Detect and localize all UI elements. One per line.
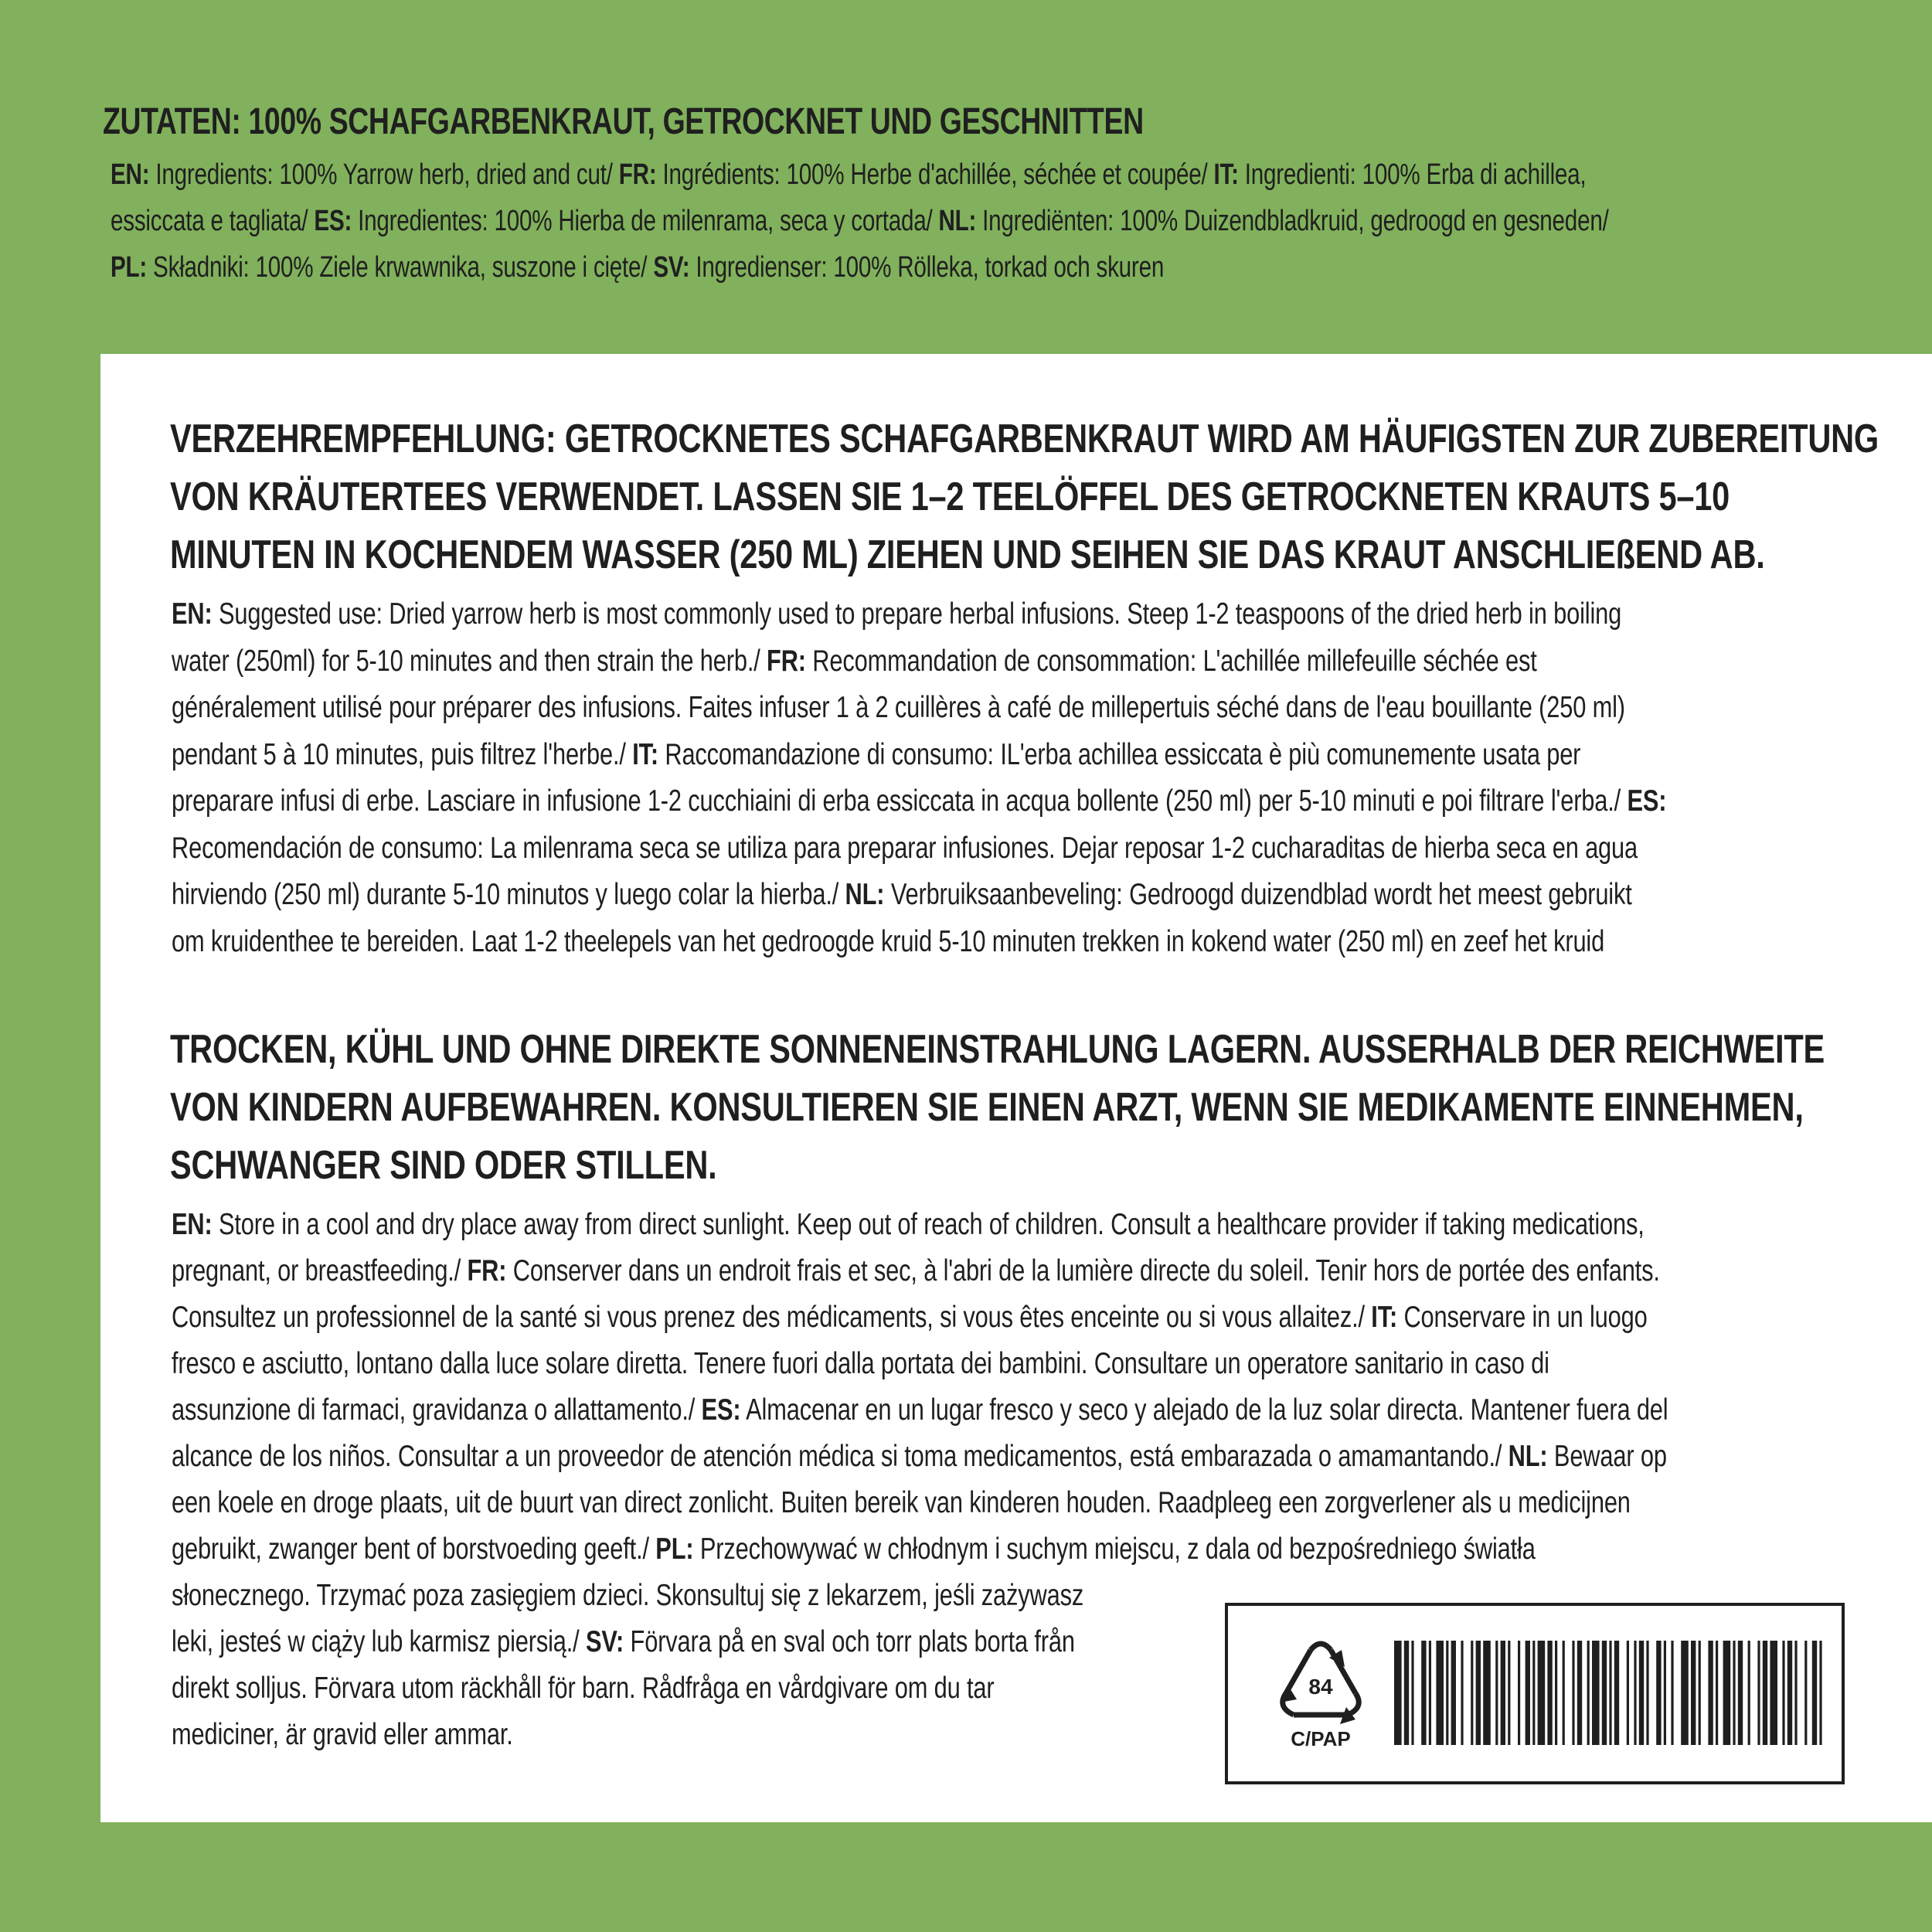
- language-code: ES:: [314, 205, 352, 237]
- barcode-bar: [1716, 1641, 1718, 1745]
- language-code: ES:: [1627, 784, 1667, 818]
- barcode-bar: [1782, 1641, 1784, 1745]
- storage-text-line: [172, 1393, 1668, 1427]
- barcode-bar: [1646, 1641, 1648, 1745]
- barcode-bar: [1555, 1641, 1557, 1745]
- line-text: Consultez un professionnel de la santé si vous prenez des médicaments, si vous êtes enceinte ou si vous allaitez./: [172, 1301, 1372, 1334]
- barcode-bar: [1538, 1641, 1546, 1745]
- storage-text-line: [172, 1208, 1645, 1242]
- storage-text-line: [172, 1579, 1083, 1613]
- barcode-bar: [1471, 1641, 1473, 1745]
- line-text: Verbruiksaanbeveling: Gedroogd duizendblad wordt het meest gebruikt: [884, 878, 1632, 911]
- barcode-bar: [1757, 1641, 1760, 1745]
- line-text: Przechowywać w chłodnym i suchym miejscu, z dala od bezpośredniego światła: [693, 1532, 1536, 1566]
- storage-heading-line: TROCKEN, KÜHL UND OHNE DIREKTE SONNENEINSTRAHLUNG LAGERN. AUSSERHALB DER REICHWEITE: [170, 1027, 1825, 1072]
- barcode-bar: [1602, 1641, 1607, 1745]
- line-text: Ingredients: 100% Yarrow herb, dried and cut/: [149, 158, 619, 191]
- barcode-bar: [1587, 1641, 1590, 1745]
- barcode-bar: [1436, 1641, 1444, 1745]
- line-text: water (250ml) for 5-10 minutes and then strain the herb./: [172, 644, 767, 678]
- barcode-bar: [1671, 1641, 1673, 1745]
- barcode-bar: [1770, 1641, 1777, 1745]
- line-text: Ingredienti: 100% Erba di achillea,: [1238, 158, 1587, 191]
- line-text: słonecznego. Trzymać poza zasięgiem dzieci. Skonsultuj się z lekarzem, jeśli zażywasz: [172, 1579, 1084, 1612]
- language-code: EN:: [172, 597, 213, 631]
- barcode-bar: [1526, 1641, 1530, 1745]
- line-text: leki, jesteś w ciąży lub karmisz piersią./: [172, 1625, 586, 1658]
- usage-text-line: [172, 738, 1580, 772]
- line-text: Ingredienser: 100% Rölleka, torkad och skuren: [689, 251, 1165, 284]
- barcode-bar: [1699, 1641, 1701, 1745]
- language-code: EN:: [172, 1208, 213, 1241]
- storage-text-line: [172, 1486, 1631, 1520]
- line-text: assunzione di farmaci, gravidanza o allattamento./: [172, 1393, 702, 1427]
- language-code: SV:: [585, 1625, 624, 1658]
- line-text: direkt solljus. Förvara utom räckhåll för barn. Rådfråga en vårdgivare om du tar: [172, 1672, 995, 1705]
- usage-heading-line: MINUTEN IN KOCHENDEM WASSER (250 ML) ZIEHEN UND SEIHEN SIE DAS KRAUT ANSCHLIEßEND AB.: [170, 532, 1765, 577]
- instructions-panel: [100, 354, 1932, 1822]
- barcode-bar: [1577, 1641, 1582, 1745]
- line-text: mediciner, är gravid eller ammar.: [172, 1718, 513, 1751]
- line-text: Conservare in un luogo: [1397, 1301, 1648, 1334]
- barcode-bar: [1532, 1641, 1535, 1745]
- language-code: IT:: [632, 737, 658, 771]
- usage-text-line: [172, 832, 1638, 866]
- line-text: pendant 5 à 10 minutes, puis filtrez l'herbe./: [172, 737, 633, 771]
- storage-heading-line: SCHWANGER SIND ODER STILLEN.: [170, 1143, 717, 1188]
- ingredients-heading: ZUTATEN: 100% SCHAFGARBENKRAUT, GETROCKNET UND GESCHNITTEN: [103, 101, 1144, 142]
- barcode-bar: [1748, 1641, 1750, 1745]
- barcode-bar: [1451, 1641, 1456, 1745]
- line-text: Store in a cool and dry place away from direct sunlight. Keep out of reach of children. Consult a healthcare provider if taking medications,: [212, 1208, 1645, 1241]
- line-text: Förvara på en sval och torr plats borta från: [624, 1625, 1075, 1658]
- storage-text-line: [172, 1254, 1660, 1288]
- barcode-bar: [1518, 1641, 1520, 1745]
- ingredients-line: [111, 251, 1164, 284]
- barcode-bar: [1794, 1641, 1797, 1745]
- language-code: PL:: [111, 251, 148, 284]
- usage-text-line: [172, 691, 1625, 725]
- storage-text-line: [172, 1301, 1648, 1335]
- barcode-bar: [1627, 1641, 1629, 1745]
- usage-heading-line: VON KRÄUTERTEES VERWENDET. LASSEN SIE 1–2 TEELÖFFEL DES GETROCKNETEN KRAUTS 5–10: [170, 474, 1730, 519]
- line-text: preparare infusi di erbe. Lasciare in infusione 1-2 cucchiaini di erba essiccata in acqua bollente (250 ml) per 5-10 minuti e poi filtrare l'erba./: [172, 784, 1628, 818]
- line-text: een koele en droge plaats, uit de buurt van direct zonlicht. Buiten bereik van kinderen houden. Raadpleeg een zorgverlener als u medicijnen: [172, 1486, 1631, 1519]
- line-text: Ingrediënten: 100% Duizendbladkruid, gedroogd en gesneden/: [976, 205, 1609, 237]
- language-code: ES:: [701, 1393, 741, 1427]
- ingredients-line: [111, 205, 1609, 238]
- ingredients-line: [111, 158, 1586, 192]
- language-code: FR:: [767, 644, 806, 678]
- barcode-bar: [1429, 1641, 1431, 1745]
- barcode-bar: [1483, 1641, 1491, 1745]
- barcode-bar: [1592, 1641, 1600, 1745]
- barcode-bar: [1461, 1641, 1463, 1745]
- language-code: NL:: [938, 205, 977, 237]
- barcode-bar: [1404, 1641, 1409, 1745]
- language-code: NL:: [1508, 1440, 1548, 1473]
- line-text: Ingrédients: 100% Herbe d'achillée, séchée et coupée/: [656, 158, 1214, 191]
- barcode-bar: [1547, 1641, 1552, 1745]
- language-code: SV:: [653, 251, 690, 284]
- barcode-bar: [1812, 1641, 1817, 1745]
- line-text: Conserver dans un endroit frais et sec, à l'abri de la lumière directe du soleil. Tenir hors de portée des enfants.: [506, 1254, 1660, 1287]
- line-text: Almacenar en un lugar fresco y seco y alejado de la luz solar directa. Mantener fuera del: [740, 1393, 1668, 1427]
- barcode-bar: [1446, 1641, 1448, 1745]
- line-text: Suggested use: Dried yarrow herb is most commonly used to prepare herbal infusions. Steep 1-2 teaspoons of the dried herb in boiling: [212, 597, 1622, 631]
- barcode: [1394, 1641, 1823, 1745]
- language-code: NL:: [845, 878, 885, 911]
- usage-text-line: [172, 597, 1621, 631]
- barcode-bar: [1681, 1641, 1689, 1745]
- storage-text-line: [172, 1532, 1536, 1566]
- storage-text-line: [172, 1440, 1667, 1474]
- line-text: Bewaar op: [1547, 1440, 1667, 1473]
- barcode-bar: [1614, 1641, 1619, 1745]
- line-text: alcance de los niños. Consultar a un proveedor de atención médica si toma medicamentos, está embarazada o amamantando./: [172, 1440, 1509, 1473]
- barcode-bar: [1476, 1641, 1481, 1745]
- line-text: Ingredientes: 100% Hierba de milenrama, seca y cortada/: [352, 205, 939, 237]
- line-text: hirviendo (250 ml) durante 5-10 minutos y luego colar la hierba./: [172, 878, 845, 911]
- barcode-bar: [1819, 1641, 1821, 1745]
- barcode-bar: [1639, 1641, 1644, 1745]
- language-code: IT:: [1371, 1301, 1398, 1334]
- line-text: Recomendación de consumo: La milenrama seca se utiliza para preparar infusiones. Dejar reposar 1-2 cucharaditas de hierba seca en agua: [172, 831, 1638, 865]
- usage-heading-line: VERZEHREMPFEHLUNG: GETROCKNETES SCHAFGARBENKRAUT WIRD AM HÄUFIGSTEN ZUR ZUBEREITUNG: [170, 417, 1879, 461]
- recycling-triangle-icon: [1270, 1639, 1371, 1755]
- barcode-bar: [1501, 1641, 1505, 1745]
- language-code: FR:: [467, 1254, 507, 1287]
- language-code: IT:: [1213, 158, 1239, 191]
- barcode-bar: [1787, 1641, 1792, 1745]
- usage-text-line: [172, 645, 1537, 679]
- barcode-bar: [1634, 1641, 1636, 1745]
- barcode-bar: [1495, 1641, 1498, 1745]
- barcode-bar: [1804, 1641, 1807, 1745]
- barcode-bar: [1691, 1641, 1696, 1745]
- usage-text-line: [172, 878, 1632, 912]
- barcode-bar: [1572, 1641, 1574, 1745]
- barcode-bar: [1656, 1641, 1661, 1745]
- line-text: essiccata e tagliata/: [111, 205, 315, 237]
- storage-text-line: [172, 1347, 1549, 1381]
- barcode-bar: [1723, 1641, 1731, 1745]
- usage-text-line: [172, 784, 1666, 818]
- packaging-info-box: [1225, 1603, 1845, 1784]
- barcode-bar: [1708, 1641, 1713, 1745]
- language-code: PL:: [655, 1532, 694, 1566]
- barcode-bar: [1563, 1641, 1565, 1745]
- line-text: gebruikt, zwanger bent of borstvoeding geeft./: [172, 1532, 656, 1566]
- barcode-bar: [1508, 1641, 1510, 1745]
- line-text: Raccomandazione di consumo: IL'erba achillea essiccata è più comunemente usata per: [658, 737, 1581, 771]
- storage-heading-line: VON KINDERN AUFBEWAHREN. KONSULTIEREN SIE EINEN ARZT, WENN SIE MEDIKAMENTE EINNEHMEN,: [170, 1085, 1804, 1130]
- line-text: Recommandation de consommation: L'achillée millefeuille séchée est: [805, 644, 1537, 678]
- language-code: EN:: [111, 158, 150, 191]
- barcode-bar: [1664, 1641, 1666, 1745]
- line-text: fresco e asciutto, lontano dalla luce solare diretta. Tenere fuori dalla portata dei bambini. Consultare un operatore sanitario in caso di: [172, 1347, 1549, 1380]
- barcode-bar: [1609, 1641, 1611, 1745]
- recycling-code: 84: [1308, 1675, 1333, 1699]
- line-text: généralement utilisé pour préparer des infusions. Faites infuser 1 à 2 cuillères à café de millepertuis séché dans de l'eau bouillante (250 ml): [172, 691, 1625, 724]
- usage-text-line: [172, 925, 1604, 959]
- barcode-bar: [1733, 1641, 1735, 1745]
- barcode-bar: [1763, 1641, 1767, 1745]
- storage-text-line: [172, 1672, 994, 1706]
- line-text: Składniki: 100% Ziele krwawnika, suszone i cięte/: [147, 251, 654, 284]
- storage-text-line: [172, 1625, 1075, 1659]
- language-code: FR:: [618, 158, 657, 191]
- barcode-bar: [1394, 1641, 1402, 1745]
- storage-text-line: [172, 1718, 513, 1752]
- line-text: om kruidenthee te bereiden. Laat 1-2 theelepels van het gedroogde kruid 5-10 minuten trekken in kokend water (250 ml) en zeef het kruid: [172, 924, 1605, 958]
- recycling-material: C/PAP: [1291, 1727, 1351, 1750]
- barcode-bar: [1738, 1641, 1743, 1745]
- line-text: pregnant, or breastfeeding./: [172, 1254, 468, 1287]
- barcode-bar: [1411, 1641, 1413, 1745]
- barcode-bar: [1421, 1641, 1426, 1745]
